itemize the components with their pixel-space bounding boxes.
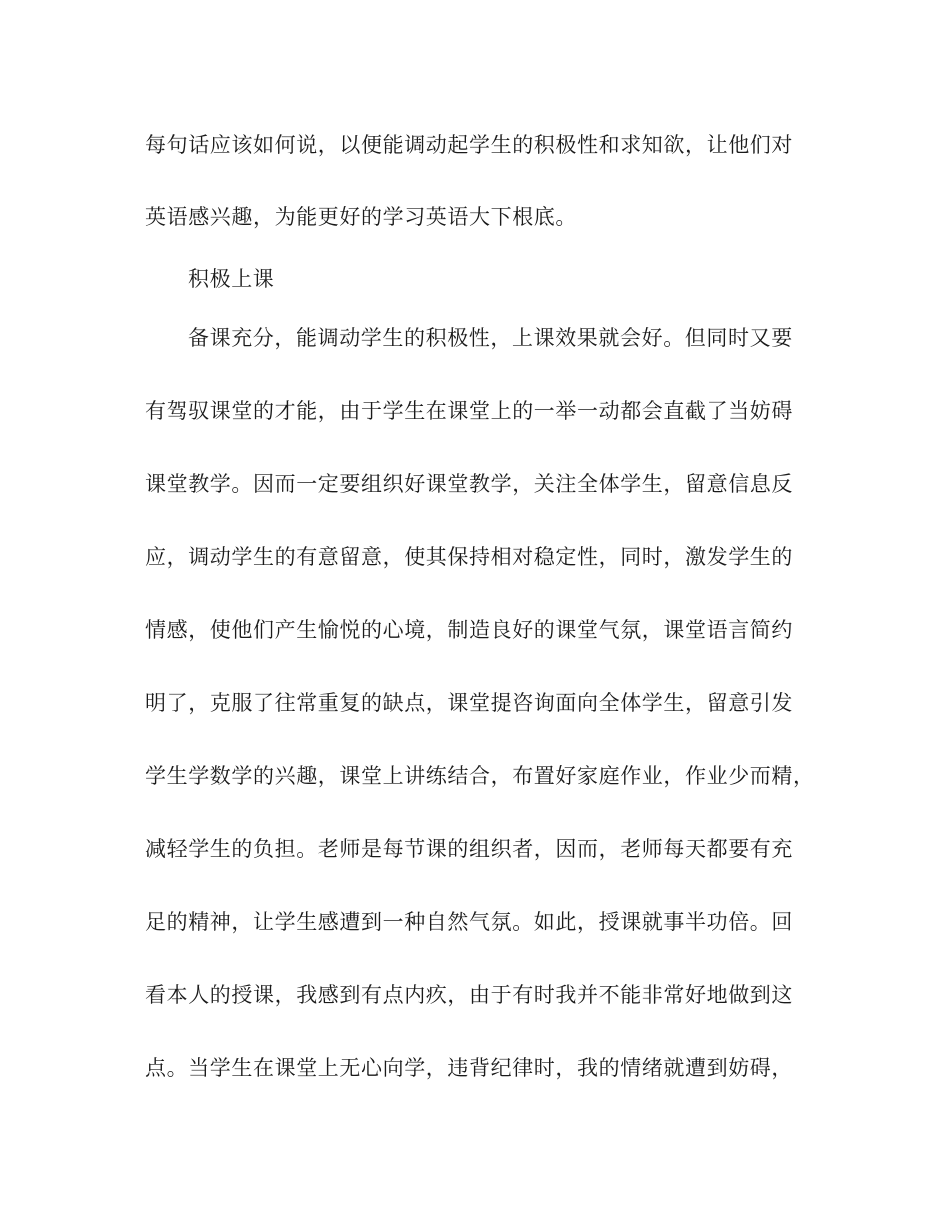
paragraph-line-4: 备课充分，能调动学生的积极性，上课效果就会好。但同时又要 xyxy=(188,326,793,350)
paragraph-line-10: 学生学数学的兴趣，课堂上讲练结合，布置好家庭作业，作业少而精， xyxy=(145,764,815,788)
paragraph-line-14: 点。当学生在课堂上无心向学，违背纪律时，我的情绪就遭到妨碍， xyxy=(145,1056,793,1080)
paragraph-line-12: 足的精神，让学生感遭到一种自然气氛。如此，授课就事半功倍。回 xyxy=(145,910,793,934)
paragraph-line-2: 英语感兴趣，为能更好的学习英语大下根底。 xyxy=(145,205,577,229)
paragraph-line-9: 明了，克服了往常重复的缺点，课堂提咨询面向全体学生，留意引发 xyxy=(145,691,793,715)
paragraph-line-13: 看本人的授课，我感到有点内疚，由于有时我并不能非常好地做到这 xyxy=(145,983,793,1007)
paragraph-line-7: 应，调动学生的有意留意，使其保持相对稳定性，同时，激发学生的 xyxy=(145,545,793,569)
section-heading: 积极上课 xyxy=(188,267,275,291)
paragraph-line-5: 有驾驭课堂的才能，由于学生在课堂上的一举一动都会直截了当妨碍 xyxy=(145,399,793,423)
paragraph-line-1: 每句话应该如何说，以便能调动起学生的积极性和求知欲，让他们对 xyxy=(145,133,793,157)
paragraph-line-6: 课堂教学。因而一定要组织好课堂教学，关注全体学生，留意信息反 xyxy=(145,472,793,496)
paragraph-line-11: 减轻学生的负担。老师是每节课的组织者，因而，老师每天都要有充 xyxy=(145,837,793,861)
paragraph-line-8: 情感，使他们产生愉悦的心境，制造良好的课堂气氛，课堂语言简约 xyxy=(145,618,793,642)
